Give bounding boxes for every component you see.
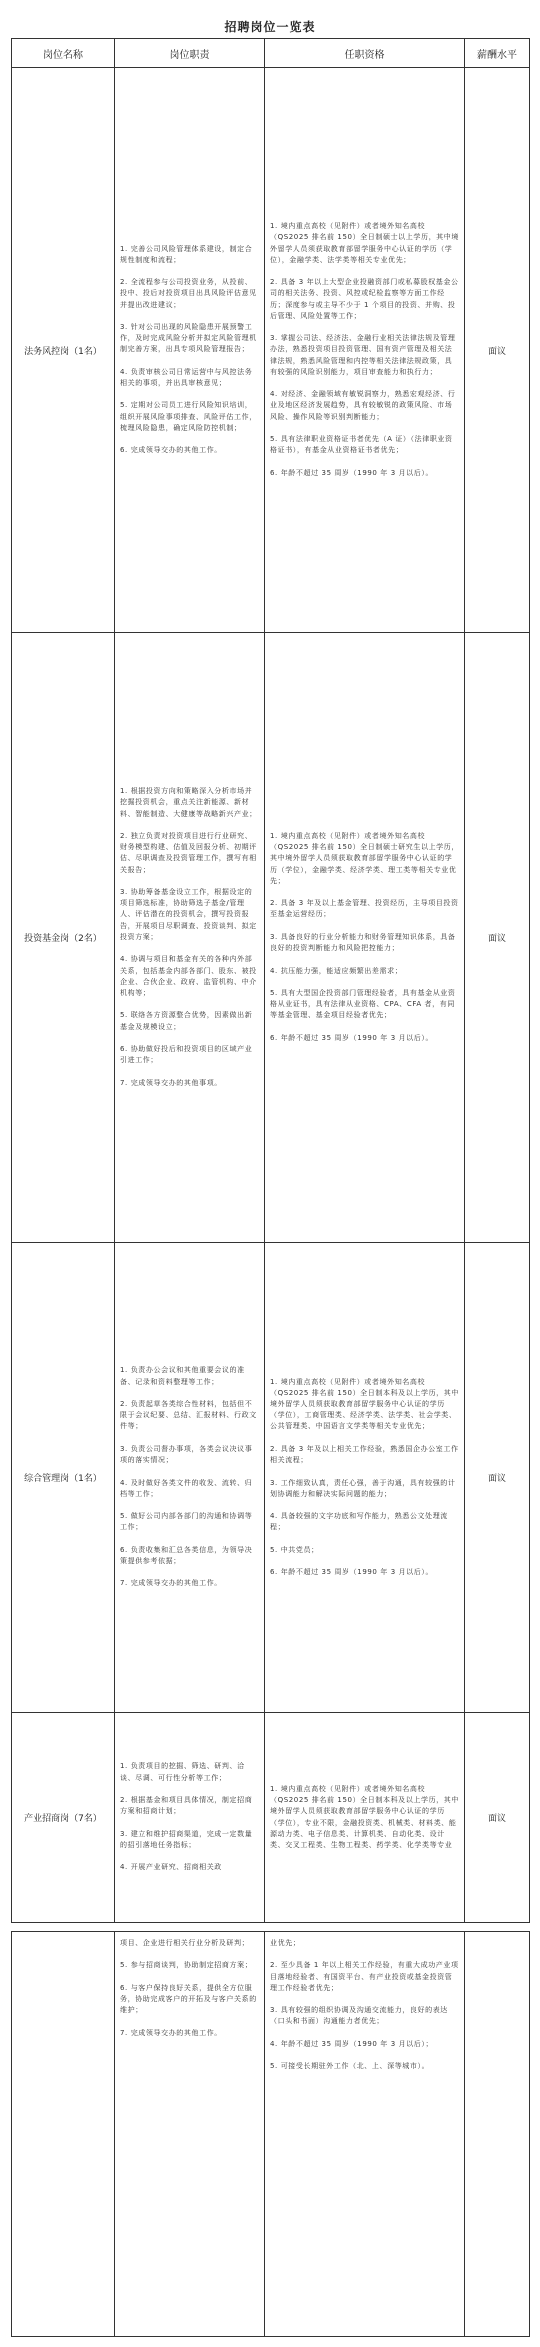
position-name: 投资基金岗（2名） xyxy=(12,633,115,1243)
duties-text: 1. 根据投资方向和策略深入分析市场并挖掘投资机会，重点关注新能源、新材料、智能制造、大健康等战略新兴产业； 2. 独立负责对投资项目进行行业研究、财务模型构建、估值及回报分析、初期评估、尽职调查及投资管理工作，撰写有相关报告； 3. 协助筹备基金设立工作，根据设定的项目筛选标准，协助筛选子基金/管理人、评估潜在的投资机会，撰写投资报告，开展项目尽职调查、投资谈判、拟定投资方案； 4. 协调与项目和基金有关的各种内外部关系，包括基金内部各部门、股东、被投企业、合伙企业、政府、监管机构、中介机构等； 5. 联络各方资源整合优势，因素做出新基金及规模设立； 6. 协助做好投后和投资项目的区域产业引进工作； 7. 完成领导交办的其他事项。 xyxy=(120,787,257,1087)
table-header-row xyxy=(12,39,530,68)
duties-text-continued: 项目、企业进行相关行业分析及研判； 5. 参与招商谈判，协助制定招商方案； 6. 与客户保持良好关系，提供全方位服务，协助完成客户的开拓及与客户关系的维护； 7. 完成领导交办的其他工作。 xyxy=(120,1939,257,2037)
qualifications-text: 1. 境内重点高校（见附件）或者境外知名高校（QS2025 排名前 150）全日制本科及以上学历，其中境外留学人员须获取教育部留学服务中心认证的学历（学位），专业不限，金融投资类、机械类、材料类、能源动力类、电子信息类、计算机类、自动化类、设计类、交叉工程类、生物工程类、药学类、化学类等专业 xyxy=(270,1784,459,1849)
recruitment-table xyxy=(11,38,530,2337)
salary-value: 面议 xyxy=(465,1243,530,1713)
salary-continued xyxy=(465,1932,530,2337)
position-name: 法务风控岗（1名） xyxy=(12,68,115,633)
table-row xyxy=(12,1243,530,1713)
salary-value: 面议 xyxy=(465,633,530,1243)
page-title: 招聘岗位一览表 xyxy=(224,20,316,34)
duties-text: 1. 完善公司风险管理体系建设，制定合规性制度和流程； 2. 全流程参与公司投资业务，从投前、投中、投后对投资项目出具风险评估意见并提出改进建议； 3. 针对公司出现的风险隐患开展预警工作，及时完成风险分析并拟定风险管理机制完善方案，出具专项风险管理报告； 4. 负责审核公司日常运营中与风控法务相关的事项，并出具审核意见； 5. 定期对公司员工进行风险知识培训，组织开展风险事项排查、风险评估工作，梳理风险隐患，确定风险防控机制； 6. 完成领导交办的其他工作。 xyxy=(120,244,257,455)
header-salary: 薪酬水平 xyxy=(465,39,530,68)
table-row xyxy=(12,68,530,633)
position-name: 综合管理岗（1名） xyxy=(12,1243,115,1713)
duties-text: 1. 负责项目的挖掘、筛选、研判、洽谈、尽调、可行性分析等工作； 2. 根据基金和项目具体情况，制定招商方案和招商计划； 3. 建立和维护招商渠道，完成一定数量的招引落地任务指标； 4. 开展产业研究、招商相关政 xyxy=(120,1762,253,1872)
header-qualifications: 任职资格 xyxy=(265,39,465,68)
qualifications-text: 1. 境内重点高校（见附件）或者境外知名高校（QS2025 排名前 150）全日制硕士研究生以上学历，其中境外留学人员须获取教育部留学服务中心认证的学历（学位），金融学类、经济学类、理工类等相关专业优先； 2. 具备 3 年及以上基金管理、投资经历，主导项目投资至基金运营经历； 3. 具备良好的行业分析能力和财务管理知识体系，具备良好的投资判断能力和风险把控能力； 4. 抗压能力强，能适应频繁出差需求； 5. 具有大型国企投资部门管理经验者，具有基金从业资格从业证书，具有法律从业资格、CPA、CFA 者，有同等基金管理、基金项目经验者优先； 6. 年龄不超过 35 周岁（1990 年 3 月以后）。 xyxy=(270,832,459,1042)
page-break-gap xyxy=(12,1923,530,1932)
salary-value: 面议 xyxy=(465,68,530,633)
table-row xyxy=(12,633,530,1243)
qualifications-text: 1. 境内重点高校（见附件）或者境外知名高校（QS2025 排名前 150）全日制本科及以上学历，其中境外留学人员须获取教育部留学服务中心认证的学历（学位），工商管理类、经济学类、法学类、社会学类、公共管理类、中国语言文学类等相关专业优先； 2. 具备 3 年及以上相关工作经验，熟悉国企办公室工作相关流程； 3. 工作细致认真，责任心强，善于沟通，具有较强的计划协调能力和解决实际问题的能力； 4. 具备较强的文字功底和写作能力，熟悉公文处理流程； 5. 中共党员； 6. 年龄不超过 35 周岁（1990 年 3 月以后）。 xyxy=(270,1377,459,1577)
position-name-continued xyxy=(12,1932,115,2337)
table-row xyxy=(12,1713,530,1923)
table-row-continuation xyxy=(12,1932,530,2337)
salary-value: 面议 xyxy=(465,1713,530,1923)
duties-text: 1. 负责办公会议和其他重要会议的准备、记录和资料整理等工作； 2. 负责起草各类综合性材料，包括但不限于会议纪要、总结、汇报材料、行政文件等； 3. 负责公司督办事项，各类会议决议事项的落实情况； 4. 及时做好各类文件的收发、流转、归档等工作； 5. 做好公司内部各部门的沟通和协调等工作； 6. 负责收集和汇总各类信息，为领导决策提供参考依据； 7. 完成领导交办的其他工作。 xyxy=(120,1366,257,1588)
header-duties: 岗位职责 xyxy=(115,39,265,68)
position-name: 产业招商岗（7名） xyxy=(12,1713,115,1923)
header-position-name: 岗位名称 xyxy=(12,39,115,68)
qualifications-text: 1. 境内重点高校（见附件）或者境外知名高校（QS2025 排名前 150）全日制硕士以上学历，其中境外留学人员须获取教育部留学服务中心认证的学历（学位），金融学类、法学类等相关专业优先； 2. 具备 3 年以上大型企业投融资部门或私募股权基金公司的相关法务、投资、风控或纪检监察等方面工作经历；深度参与或主导不少于 1 个项目的投资、并购、投后管理、风险处置等工作； 3. 掌握公司法、经济法、金融行业相关法律法规及管理办法，熟悉投资项目投资管理、国有资产管理及相关法律法规，熟悉风险管理和内控等相关法律法规政策，具有较强的风险识别能力，项目审查能力和执行力； 4. 对经济、金融领域有敏锐洞察力，熟悉宏观经济、行业及地区经济发展趋势，具有较敏锐的政策风险、市场风险、操作风险等识别判断能力； 5. 具有法律职业资格证书者优先（A 证）（法律职业资格证书），有基金从业资格证书者优先； 6. 年龄不超过 35 周岁（1990 年 3 月以后）。 xyxy=(270,222,459,477)
qualifications-text-continued: 业优先； 2. 至少具备 1 年以上相关工作经验，有重大成功产业项目落地经验者、有国资平台、有产业投资或基金投资管理工作经验者优先； 3. 具有较强的组织协调及沟通交流能力，良好的表达（口头和书面）沟通能力者优先； 4. 年龄不超过 35 周岁（1990 年 3 月以后）； 5. 可接受长期驻外工作（北、上、深等城市）。 xyxy=(270,1939,459,2071)
